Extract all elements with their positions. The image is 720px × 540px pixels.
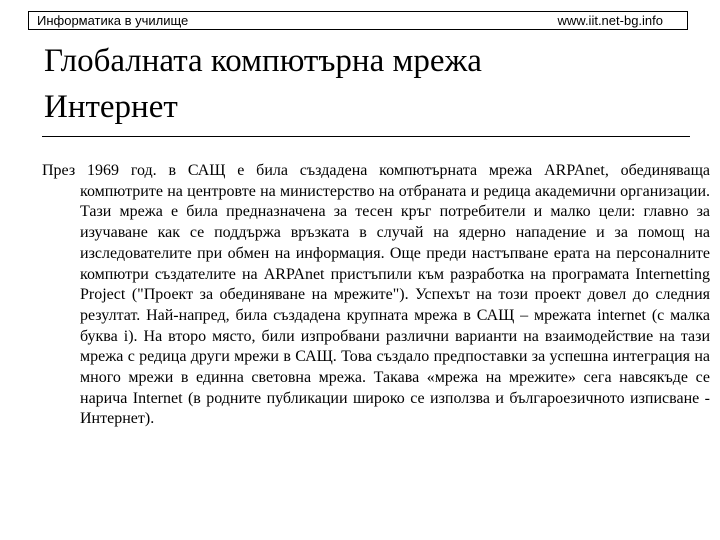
slide-title (44, 38, 684, 130)
header-bar (28, 11, 688, 30)
slide-title-line2: Интернет (44, 89, 178, 125)
title-divider (42, 136, 690, 137)
slide-body-text: През 1969 год. в САЩ е била създадена компютърната мрежа ARPAnet, обединяваща компютрите на центровте на министерство на отбраната и редица академични организации. Тази мрежа е била предназначена за тесен кръг потребители и малко цели: главно за изучаване как се поддържа връзката в случай на ядерно нападение и за помощ на изследователите при обмен на информация. Още преди настъпване ерата на персоналните компютри създателите на ARPAnet пристъпили към разработка на програмата Internetting Project ("Проект за обединяване на мрежите"). Успехът на този проект довел до следния резултат. Най-напред, била създадена крупната мрежа в САЩ – мрежата internet (с малка буква i). На второ място, били изпробвани различни варианти на взаимодействие на тази мрежа с редица други мрежи в САЩ. Това създало предпоставки за успешна интеграция на много мрежи в единна световна мрежа. Такава «мрежа на мрежите» сега навсякъде се нарича Internet (в родните публикации широко се използва и българоезичното изписване - Интернет). (42, 162, 710, 428)
slide-title-line1: Глобалната компютърна мрежа (44, 43, 482, 79)
header-course-name: Информатика в училище (37, 13, 189, 28)
header-website-url[interactable]: www.iit.net-bg.info (557, 13, 663, 28)
